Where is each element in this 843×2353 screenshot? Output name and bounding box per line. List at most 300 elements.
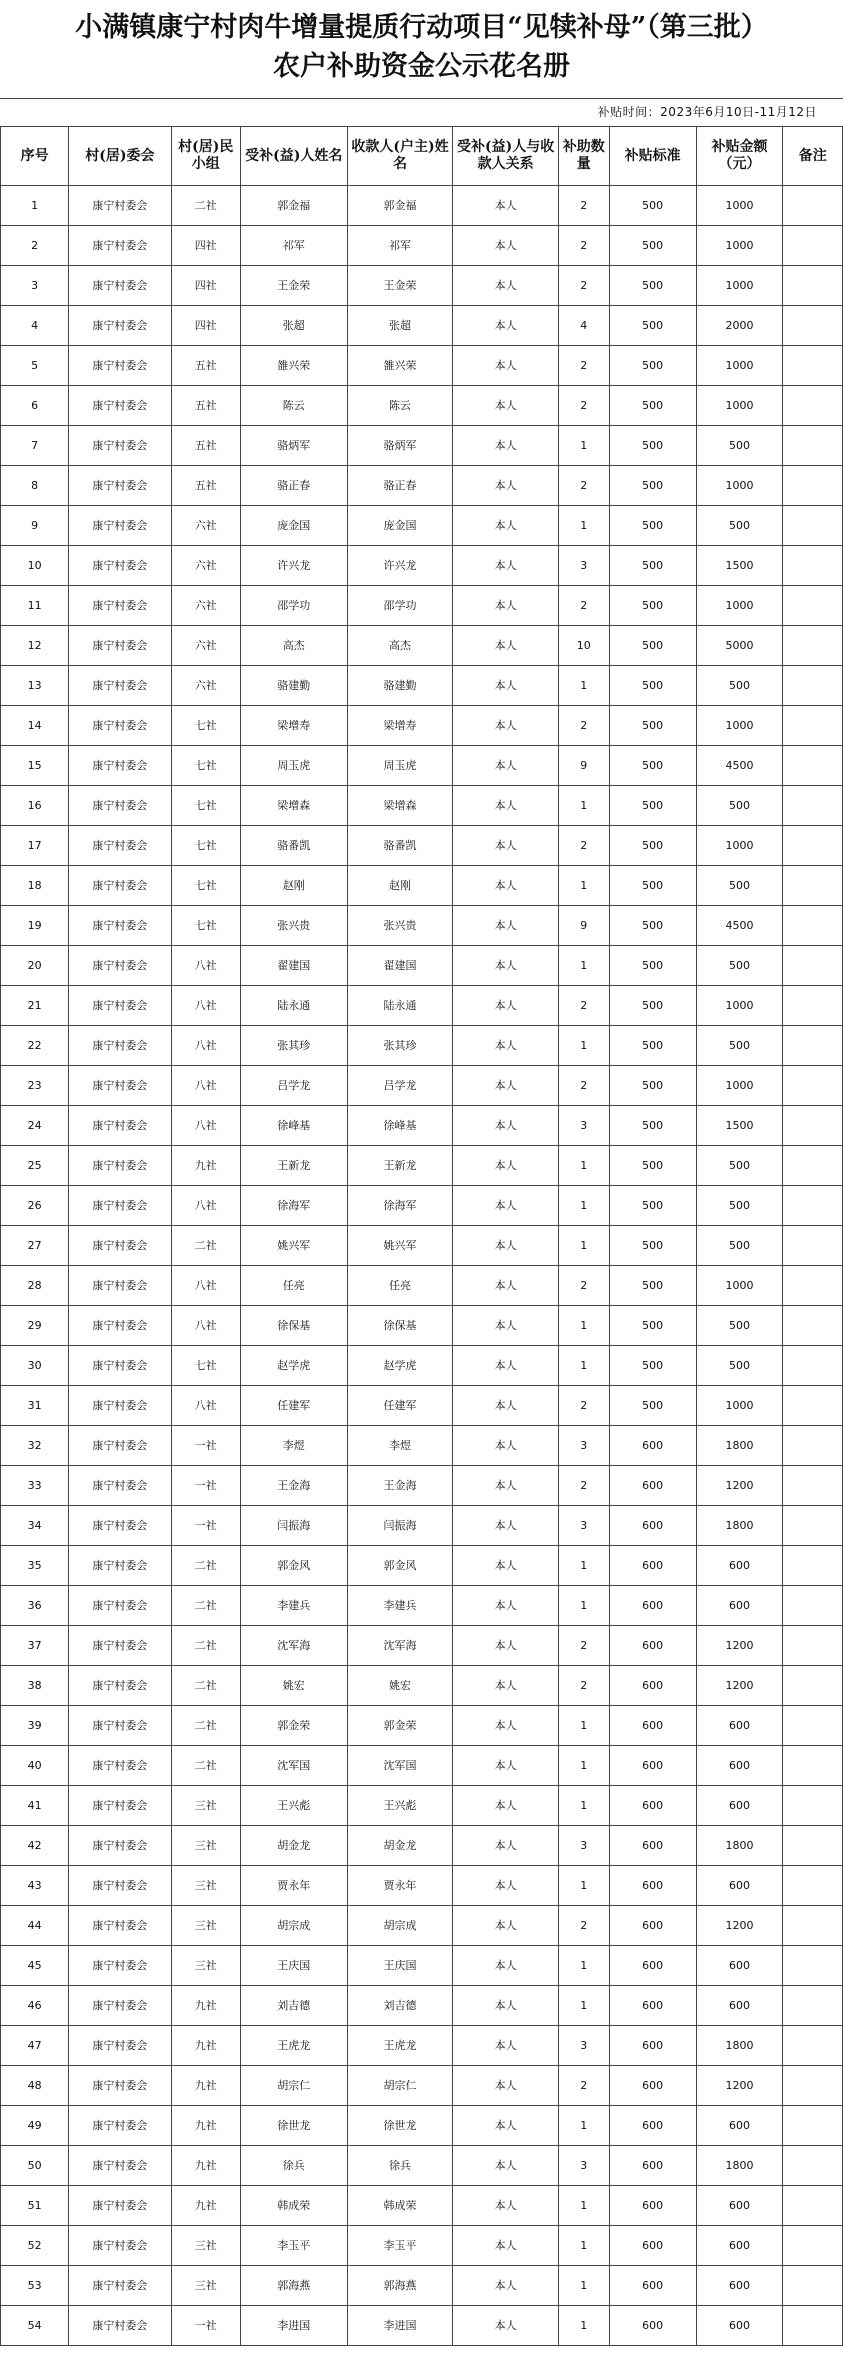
cell-payee: 刘吉德 bbox=[347, 1986, 453, 2026]
subsidy-table bbox=[0, 126, 843, 2346]
cell-payee: 赵学虎 bbox=[347, 1346, 453, 1386]
cell-committee: 康宁村委会 bbox=[69, 1346, 171, 1386]
table-row bbox=[1, 906, 843, 946]
cell-amount: 1800 bbox=[696, 2146, 783, 2186]
cell-committee: 康宁村委会 bbox=[69, 746, 171, 786]
cell-standard: 500 bbox=[609, 986, 696, 1026]
cell-payee: 徐海军 bbox=[347, 1186, 453, 1226]
cell-amount: 600 bbox=[696, 2106, 783, 2146]
cell-index: 8 bbox=[1, 466, 69, 506]
cell-group: 八社 bbox=[171, 1186, 240, 1226]
cell-standard: 600 bbox=[609, 2186, 696, 2226]
cell-amount: 600 bbox=[696, 1866, 783, 1906]
cell-beneficiary: 张超 bbox=[240, 306, 347, 346]
table-row bbox=[1, 1106, 843, 1146]
cell-quantity: 1 bbox=[558, 1786, 609, 1826]
cell-amount: 600 bbox=[696, 1946, 783, 1986]
cell-beneficiary: 梁增森 bbox=[240, 786, 347, 826]
cell-relation: 本人 bbox=[453, 2226, 559, 2266]
cell-committee: 康宁村委会 bbox=[69, 506, 171, 546]
cell-committee: 康宁村委会 bbox=[69, 946, 171, 986]
cell-remarks bbox=[783, 1586, 843, 1626]
cell-committee: 康宁村委会 bbox=[69, 1586, 171, 1626]
table-row bbox=[1, 826, 843, 866]
table-row bbox=[1, 706, 843, 746]
cell-standard: 500 bbox=[609, 466, 696, 506]
cell-committee: 康宁村委会 bbox=[69, 1466, 171, 1506]
cell-index: 34 bbox=[1, 1506, 69, 1546]
cell-quantity: 4 bbox=[558, 306, 609, 346]
col-header-index: 序号 bbox=[1, 127, 69, 186]
cell-remarks bbox=[783, 1866, 843, 1906]
cell-group: 一社 bbox=[171, 1506, 240, 1546]
cell-beneficiary: 邵学功 bbox=[240, 586, 347, 626]
cell-payee: 郭金福 bbox=[347, 186, 453, 226]
cell-relation: 本人 bbox=[453, 986, 559, 1026]
table-row bbox=[1, 1986, 843, 2026]
cell-remarks bbox=[783, 1386, 843, 1426]
cell-payee: 郭金荣 bbox=[347, 1706, 453, 1746]
cell-quantity: 3 bbox=[558, 1426, 609, 1466]
cell-amount: 600 bbox=[696, 2226, 783, 2266]
cell-relation: 本人 bbox=[453, 346, 559, 386]
cell-group: 九社 bbox=[171, 2186, 240, 2226]
table-row bbox=[1, 1146, 843, 1186]
cell-standard: 500 bbox=[609, 1266, 696, 1306]
cell-committee: 康宁村委会 bbox=[69, 386, 171, 426]
cell-group: 五社 bbox=[171, 346, 240, 386]
cell-relation: 本人 bbox=[453, 746, 559, 786]
cell-index: 25 bbox=[1, 1146, 69, 1186]
cell-standard: 500 bbox=[609, 266, 696, 306]
cell-quantity: 1 bbox=[558, 1706, 609, 1746]
cell-remarks bbox=[783, 1706, 843, 1746]
cell-amount: 1000 bbox=[696, 586, 783, 626]
cell-payee: 王金海 bbox=[347, 1466, 453, 1506]
cell-payee: 周玉虎 bbox=[347, 746, 453, 786]
cell-index: 6 bbox=[1, 386, 69, 426]
cell-group: 三社 bbox=[171, 1906, 240, 1946]
cell-standard: 500 bbox=[609, 1186, 696, 1226]
cell-beneficiary: 韩成荣 bbox=[240, 2186, 347, 2226]
cell-remarks bbox=[783, 1226, 843, 1266]
cell-quantity: 2 bbox=[558, 1906, 609, 1946]
cell-relation: 本人 bbox=[453, 186, 559, 226]
cell-remarks bbox=[783, 546, 843, 586]
cell-quantity: 3 bbox=[558, 2026, 609, 2066]
cell-group: 七社 bbox=[171, 706, 240, 746]
cell-beneficiary: 李进国 bbox=[240, 2306, 347, 2346]
cell-amount: 1000 bbox=[696, 266, 783, 306]
cell-remarks bbox=[783, 1626, 843, 1666]
cell-standard: 500 bbox=[609, 826, 696, 866]
cell-beneficiary: 郭金福 bbox=[240, 186, 347, 226]
cell-committee: 康宁村委会 bbox=[69, 2266, 171, 2306]
cell-amount: 1200 bbox=[696, 1906, 783, 1946]
cell-committee: 康宁村委会 bbox=[69, 1026, 171, 1066]
cell-index: 48 bbox=[1, 2066, 69, 2106]
cell-beneficiary: 姚宏 bbox=[240, 1666, 347, 1706]
col-header-beneficiary: 受补(益)人姓名 bbox=[240, 127, 347, 186]
cell-amount: 1000 bbox=[696, 826, 783, 866]
cell-index: 21 bbox=[1, 986, 69, 1026]
cell-relation: 本人 bbox=[453, 1706, 559, 1746]
cell-standard: 500 bbox=[609, 1386, 696, 1426]
cell-standard: 500 bbox=[609, 1146, 696, 1186]
cell-group: 三社 bbox=[171, 1786, 240, 1826]
cell-amount: 500 bbox=[696, 946, 783, 986]
cell-amount: 600 bbox=[696, 1546, 783, 1586]
cell-relation: 本人 bbox=[453, 586, 559, 626]
cell-remarks bbox=[783, 866, 843, 906]
cell-group: 五社 bbox=[171, 426, 240, 466]
table-row bbox=[1, 186, 843, 226]
cell-payee: 王庆国 bbox=[347, 1946, 453, 1986]
cell-index: 46 bbox=[1, 1986, 69, 2026]
cell-index: 5 bbox=[1, 346, 69, 386]
cell-group: 九社 bbox=[171, 2066, 240, 2106]
cell-payee: 李建兵 bbox=[347, 1586, 453, 1626]
table-row bbox=[1, 1586, 843, 1626]
cell-quantity: 1 bbox=[558, 1226, 609, 1266]
cell-beneficiary: 贾永年 bbox=[240, 1866, 347, 1906]
cell-quantity: 1 bbox=[558, 946, 609, 986]
cell-amount: 1000 bbox=[696, 706, 783, 746]
cell-group: 五社 bbox=[171, 386, 240, 426]
cell-payee: 姚宏 bbox=[347, 1666, 453, 1706]
cell-relation: 本人 bbox=[453, 1506, 559, 1546]
cell-relation: 本人 bbox=[453, 1746, 559, 1786]
cell-payee: 吕学龙 bbox=[347, 1066, 453, 1106]
cell-quantity: 1 bbox=[558, 666, 609, 706]
cell-amount: 1000 bbox=[696, 186, 783, 226]
table-row bbox=[1, 1386, 843, 1426]
cell-committee: 康宁村委会 bbox=[69, 1426, 171, 1466]
cell-amount: 1200 bbox=[696, 1626, 783, 1666]
cell-beneficiary: 许兴龙 bbox=[240, 546, 347, 586]
cell-group: 三社 bbox=[171, 2226, 240, 2266]
cell-payee: 祁军 bbox=[347, 226, 453, 266]
cell-index: 23 bbox=[1, 1066, 69, 1106]
cell-committee: 康宁村委会 bbox=[69, 1786, 171, 1826]
cell-standard: 600 bbox=[609, 1906, 696, 1946]
cell-beneficiary: 徐兵 bbox=[240, 2146, 347, 2186]
table-row bbox=[1, 506, 843, 546]
cell-relation: 本人 bbox=[453, 2266, 559, 2306]
cell-committee: 康宁村委会 bbox=[69, 1306, 171, 1346]
cell-amount: 600 bbox=[696, 1786, 783, 1826]
table-row bbox=[1, 986, 843, 1026]
cell-relation: 本人 bbox=[453, 1106, 559, 1146]
cell-remarks bbox=[783, 1186, 843, 1226]
cell-relation: 本人 bbox=[453, 2066, 559, 2106]
cell-relation: 本人 bbox=[453, 386, 559, 426]
cell-group: 二社 bbox=[171, 1586, 240, 1626]
cell-index: 20 bbox=[1, 946, 69, 986]
cell-group: 八社 bbox=[171, 946, 240, 986]
cell-group: 三社 bbox=[171, 1866, 240, 1906]
cell-remarks bbox=[783, 1986, 843, 2026]
cell-amount: 1800 bbox=[696, 1826, 783, 1866]
cell-standard: 600 bbox=[609, 1866, 696, 1906]
cell-committee: 康宁村委会 bbox=[69, 306, 171, 346]
cell-relation: 本人 bbox=[453, 1986, 559, 2026]
table-body bbox=[1, 186, 843, 2346]
cell-committee: 康宁村委会 bbox=[69, 546, 171, 586]
cell-index: 29 bbox=[1, 1306, 69, 1346]
cell-relation: 本人 bbox=[453, 1826, 559, 1866]
cell-relation: 本人 bbox=[453, 826, 559, 866]
cell-beneficiary: 刘吉德 bbox=[240, 1986, 347, 2026]
cell-remarks bbox=[783, 1666, 843, 1706]
cell-group: 六社 bbox=[171, 546, 240, 586]
cell-quantity: 1 bbox=[558, 1146, 609, 1186]
cell-remarks bbox=[783, 1066, 843, 1106]
cell-amount: 1200 bbox=[696, 1666, 783, 1706]
cell-standard: 500 bbox=[609, 626, 696, 666]
cell-index: 7 bbox=[1, 426, 69, 466]
cell-amount: 4500 bbox=[696, 746, 783, 786]
cell-group: 九社 bbox=[171, 2026, 240, 2066]
table-row bbox=[1, 2026, 843, 2066]
cell-standard: 500 bbox=[609, 746, 696, 786]
cell-beneficiary: 姚兴军 bbox=[240, 1226, 347, 1266]
cell-quantity: 3 bbox=[558, 1826, 609, 1866]
cell-amount: 500 bbox=[696, 1346, 783, 1386]
cell-remarks bbox=[783, 466, 843, 506]
cell-beneficiary: 王兴彪 bbox=[240, 1786, 347, 1826]
cell-quantity: 1 bbox=[558, 1986, 609, 2026]
cell-relation: 本人 bbox=[453, 306, 559, 346]
cell-remarks bbox=[783, 1546, 843, 1586]
cell-committee: 康宁村委会 bbox=[69, 986, 171, 1026]
cell-committee: 康宁村委会 bbox=[69, 1066, 171, 1106]
table-row bbox=[1, 386, 843, 426]
cell-index: 37 bbox=[1, 1626, 69, 1666]
cell-beneficiary: 陈云 bbox=[240, 386, 347, 426]
table-row bbox=[1, 1226, 843, 1266]
cell-standard: 500 bbox=[609, 546, 696, 586]
cell-amount: 1200 bbox=[696, 1466, 783, 1506]
cell-group: 四社 bbox=[171, 306, 240, 346]
cell-committee: 康宁村委会 bbox=[69, 2066, 171, 2106]
cell-standard: 500 bbox=[609, 186, 696, 226]
cell-beneficiary: 骆建勤 bbox=[240, 666, 347, 706]
cell-quantity: 1 bbox=[558, 2106, 609, 2146]
cell-index: 19 bbox=[1, 906, 69, 946]
cell-amount: 1800 bbox=[696, 2026, 783, 2066]
cell-index: 42 bbox=[1, 1826, 69, 1866]
cell-quantity: 1 bbox=[558, 1546, 609, 1586]
cell-beneficiary: 李煜 bbox=[240, 1426, 347, 1466]
cell-quantity: 9 bbox=[558, 906, 609, 946]
table-row bbox=[1, 546, 843, 586]
cell-remarks bbox=[783, 226, 843, 266]
cell-amount: 500 bbox=[696, 866, 783, 906]
cell-amount: 600 bbox=[696, 2266, 783, 2306]
cell-beneficiary: 雒兴荣 bbox=[240, 346, 347, 386]
cell-remarks bbox=[783, 186, 843, 226]
cell-remarks bbox=[783, 1906, 843, 1946]
cell-group: 八社 bbox=[171, 1266, 240, 1306]
table-row bbox=[1, 1786, 843, 1826]
cell-standard: 500 bbox=[609, 906, 696, 946]
cell-relation: 本人 bbox=[453, 666, 559, 706]
cell-index: 17 bbox=[1, 826, 69, 866]
cell-remarks bbox=[783, 1026, 843, 1066]
cell-relation: 本人 bbox=[453, 786, 559, 826]
cell-beneficiary: 张其珍 bbox=[240, 1026, 347, 1066]
cell-quantity: 9 bbox=[558, 746, 609, 786]
cell-group: 二社 bbox=[171, 1666, 240, 1706]
cell-beneficiary: 王虎龙 bbox=[240, 2026, 347, 2066]
cell-quantity: 2 bbox=[558, 1666, 609, 1706]
cell-committee: 康宁村委会 bbox=[69, 706, 171, 746]
cell-quantity: 1 bbox=[558, 2186, 609, 2226]
cell-committee: 康宁村委会 bbox=[69, 666, 171, 706]
col-header-standard: 补贴标准 bbox=[609, 127, 696, 186]
cell-relation: 本人 bbox=[453, 226, 559, 266]
table-row bbox=[1, 1706, 843, 1746]
cell-relation: 本人 bbox=[453, 1266, 559, 1306]
cell-quantity: 1 bbox=[558, 426, 609, 466]
cell-quantity: 2 bbox=[558, 1626, 609, 1666]
cell-group: 六社 bbox=[171, 506, 240, 546]
cell-index: 14 bbox=[1, 706, 69, 746]
cell-payee: 沈军海 bbox=[347, 1626, 453, 1666]
cell-payee: 徐兵 bbox=[347, 2146, 453, 2186]
cell-standard: 500 bbox=[609, 586, 696, 626]
cell-beneficiary: 骆番凯 bbox=[240, 826, 347, 866]
cell-remarks bbox=[783, 826, 843, 866]
cell-amount: 1500 bbox=[696, 546, 783, 586]
cell-committee: 康宁村委会 bbox=[69, 1226, 171, 1266]
cell-amount: 600 bbox=[696, 1706, 783, 1746]
cell-index: 49 bbox=[1, 2106, 69, 2146]
cell-quantity: 2 bbox=[558, 266, 609, 306]
cell-standard: 500 bbox=[609, 506, 696, 546]
cell-committee: 康宁村委会 bbox=[69, 1866, 171, 1906]
cell-amount: 500 bbox=[696, 786, 783, 826]
cell-relation: 本人 bbox=[453, 946, 559, 986]
cell-amount: 600 bbox=[696, 1746, 783, 1786]
cell-relation: 本人 bbox=[453, 1026, 559, 1066]
cell-committee: 康宁村委会 bbox=[69, 626, 171, 666]
cell-payee: 李进国 bbox=[347, 2306, 453, 2346]
cell-quantity: 2 bbox=[558, 186, 609, 226]
cell-remarks bbox=[783, 1946, 843, 1986]
table-row bbox=[1, 1066, 843, 1106]
table-row bbox=[1, 746, 843, 786]
cell-relation: 本人 bbox=[453, 2106, 559, 2146]
cell-beneficiary: 郭金风 bbox=[240, 1546, 347, 1586]
cell-amount: 1000 bbox=[696, 346, 783, 386]
cell-group: 七社 bbox=[171, 786, 240, 826]
cell-standard: 600 bbox=[609, 2106, 696, 2146]
cell-standard: 500 bbox=[609, 946, 696, 986]
cell-beneficiary: 张兴贵 bbox=[240, 906, 347, 946]
table-row bbox=[1, 1506, 843, 1546]
document-title bbox=[0, 0, 843, 94]
cell-committee: 康宁村委会 bbox=[69, 1626, 171, 1666]
cell-index: 13 bbox=[1, 666, 69, 706]
cell-relation: 本人 bbox=[453, 466, 559, 506]
cell-index: 38 bbox=[1, 1666, 69, 1706]
cell-remarks bbox=[783, 1306, 843, 1346]
cell-index: 40 bbox=[1, 1746, 69, 1786]
cell-quantity: 1 bbox=[558, 1346, 609, 1386]
cell-beneficiary: 徐保基 bbox=[240, 1306, 347, 1346]
cell-quantity: 1 bbox=[558, 1186, 609, 1226]
cell-remarks bbox=[783, 2226, 843, 2266]
cell-remarks bbox=[783, 306, 843, 346]
cell-quantity: 2 bbox=[558, 1266, 609, 1306]
cell-amount: 500 bbox=[696, 426, 783, 466]
cell-quantity: 2 bbox=[558, 986, 609, 1026]
table-row bbox=[1, 1906, 843, 1946]
cell-beneficiary: 沈军国 bbox=[240, 1746, 347, 1786]
cell-payee: 胡宗仁 bbox=[347, 2066, 453, 2106]
cell-beneficiary: 闫振海 bbox=[240, 1506, 347, 1546]
cell-remarks bbox=[783, 1466, 843, 1506]
table-row bbox=[1, 1426, 843, 1466]
cell-remarks bbox=[783, 906, 843, 946]
cell-payee: 骆建勤 bbox=[347, 666, 453, 706]
cell-remarks bbox=[783, 2146, 843, 2186]
title-line-2: 农户补助资金公示花名册 bbox=[273, 51, 570, 82]
cell-quantity: 2 bbox=[558, 466, 609, 506]
cell-index: 47 bbox=[1, 2026, 69, 2066]
cell-index: 36 bbox=[1, 1586, 69, 1626]
cell-relation: 本人 bbox=[453, 2146, 559, 2186]
cell-index: 50 bbox=[1, 2146, 69, 2186]
cell-remarks bbox=[783, 786, 843, 826]
cell-committee: 康宁村委会 bbox=[69, 1826, 171, 1866]
cell-remarks bbox=[783, 2186, 843, 2226]
cell-beneficiary: 胡宗仁 bbox=[240, 2066, 347, 2106]
cell-index: 28 bbox=[1, 1266, 69, 1306]
cell-payee: 王新龙 bbox=[347, 1146, 453, 1186]
cell-standard: 600 bbox=[609, 2146, 696, 2186]
cell-group: 八社 bbox=[171, 1106, 240, 1146]
cell-quantity: 2 bbox=[558, 386, 609, 426]
cell-relation: 本人 bbox=[453, 2186, 559, 2226]
cell-relation: 本人 bbox=[453, 1426, 559, 1466]
cell-payee: 胡宗成 bbox=[347, 1906, 453, 1946]
cell-beneficiary: 王庆国 bbox=[240, 1946, 347, 1986]
col-header-amount: 补贴金额（元） bbox=[696, 127, 783, 186]
cell-standard: 500 bbox=[609, 786, 696, 826]
cell-standard: 600 bbox=[609, 1586, 696, 1626]
cell-payee: 庞金国 bbox=[347, 506, 453, 546]
cell-group: 七社 bbox=[171, 746, 240, 786]
cell-payee: 高杰 bbox=[347, 626, 453, 666]
cell-group: 六社 bbox=[171, 586, 240, 626]
cell-payee: 郭金风 bbox=[347, 1546, 453, 1586]
cell-relation: 本人 bbox=[453, 1946, 559, 1986]
cell-remarks bbox=[783, 1826, 843, 1866]
cell-payee: 李煜 bbox=[347, 1426, 453, 1466]
cell-amount: 600 bbox=[696, 1986, 783, 2026]
table-row bbox=[1, 306, 843, 346]
cell-quantity: 1 bbox=[558, 1746, 609, 1786]
cell-quantity: 1 bbox=[558, 1026, 609, 1066]
cell-amount: 500 bbox=[696, 1306, 783, 1346]
cell-amount: 1800 bbox=[696, 1426, 783, 1466]
table-row bbox=[1, 626, 843, 666]
cell-committee: 康宁村委会 bbox=[69, 1666, 171, 1706]
table-row bbox=[1, 346, 843, 386]
